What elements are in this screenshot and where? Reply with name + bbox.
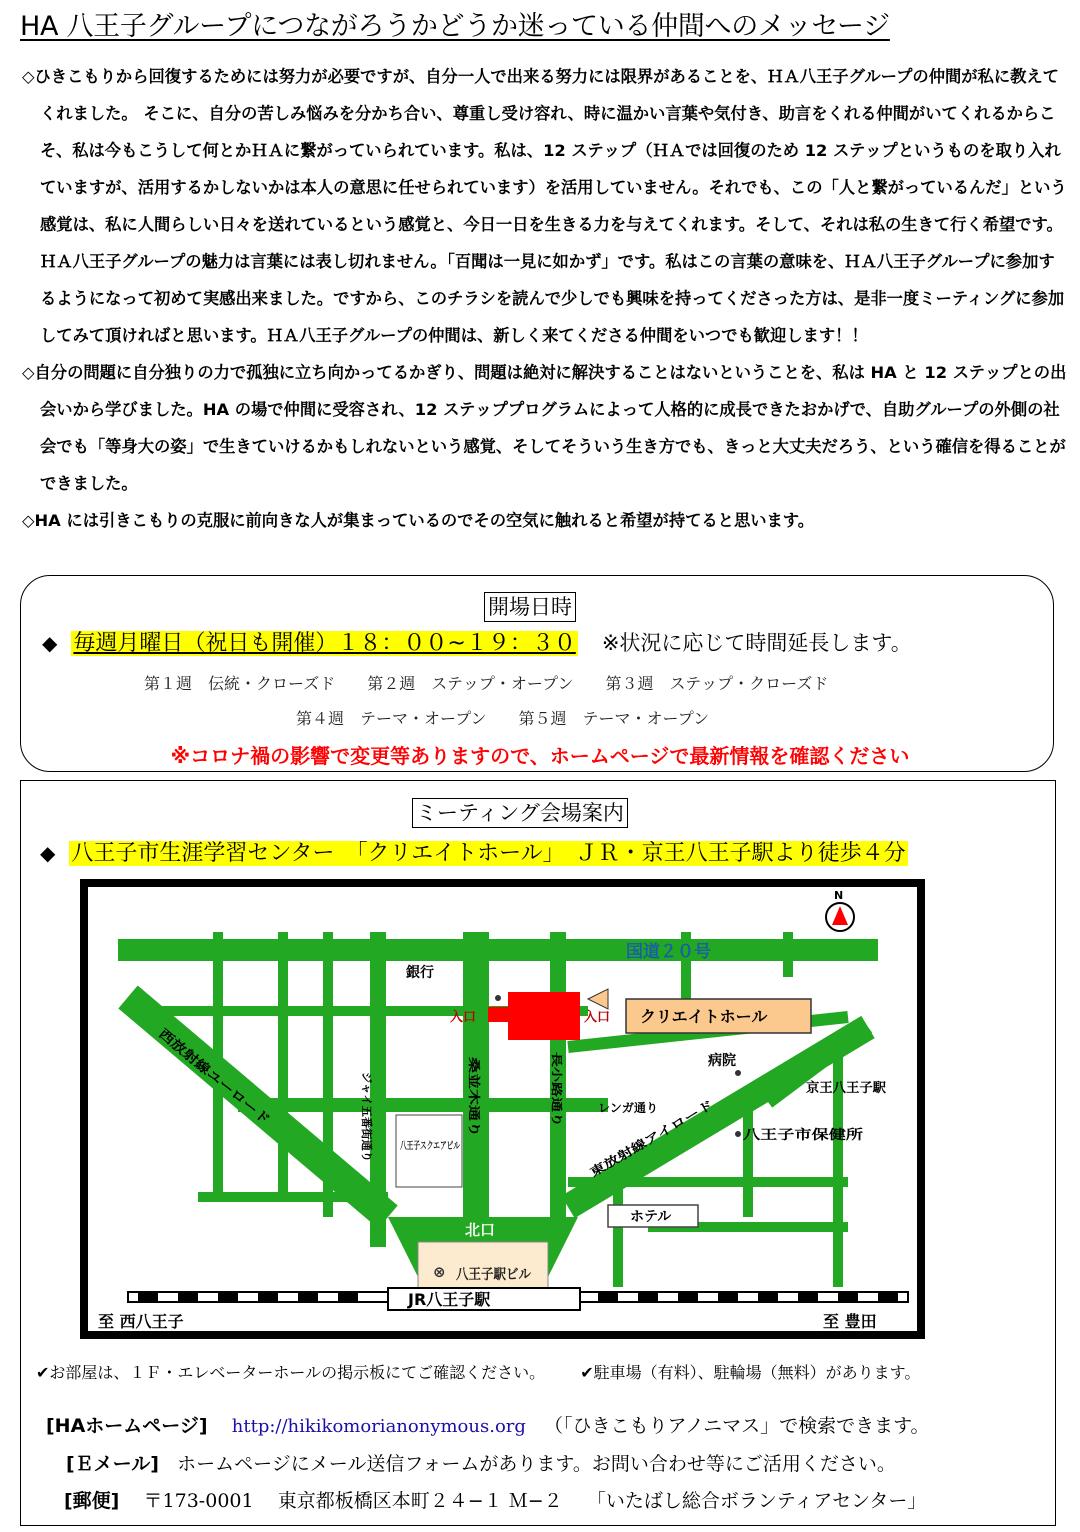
hospital-dot-icon [735, 1070, 741, 1076]
jiyu5-label: ジャイ五番街通り [360, 1072, 373, 1160]
health-center-label: 八王子市保健所 [743, 1128, 835, 1143]
hotel-label: ホテル [630, 1209, 672, 1225]
note-room: お部屋は、１Ｆ・エレベーターホールの掲示板にてご確認ください。 [49, 1363, 546, 1382]
bank-label: 銀行 [406, 965, 434, 981]
page-title: HA 八王子グループにつながろうかどうか迷っている仲間へのメッセージ [20, 11, 890, 42]
higashi-radial-label: 東放射線アイロード [587, 1114, 688, 1180]
contact-homepage [46, 1411, 930, 1438]
schedule-note: ※状況に応じて時間延長します。 [601, 631, 912, 655]
check-icon: ✔ [580, 1363, 594, 1382]
svg-text:⊗: ⊗ [433, 1263, 446, 1281]
access-map [80, 879, 925, 1339]
diamond-bullet-icon: ◆ [42, 631, 58, 655]
contact-email [66, 1449, 896, 1476]
hp-label: [HAホームページ] [46, 1415, 208, 1437]
check-icon: ✔ [36, 1363, 50, 1382]
nishi-radial-label: 西放射線ユーロード [155, 1026, 255, 1114]
post-address: 東京都板橋区本町２４−１ Ｍ−２ [277, 1490, 563, 1512]
venue-address: 八王子市生涯学習センター 「クリエイトホール」 ＪＲ・京王八王子駅より徒歩４分 [71, 841, 906, 866]
intro-paragraph-2: ◇自分の問題に自分独りの力で孤独に立ち向かってるかぎり、問題は絶対に解決することはないということを、私は HA と 12 ステップとの出会いから学びました。HA の場で仲間に受容され、12 ステッププログラムによって人格的に成長できたおかげで、自助グループの外側の社会でも「等身大の姿」で生きていけるかもしれないという感覚、そしてそういう生き方でも、きっと大丈夫だろう、という確信を得ることができました。 [22, 363, 1067, 493]
to-toyoda-label: 至 豊田 [823, 1312, 877, 1331]
venue-line [40, 836, 908, 867]
contact-post [64, 1486, 926, 1513]
weeks-row-1: 第１週 伝統・クローズド 第２週 ステップ・オープン 第３週 ステップ・クローズド [144, 674, 829, 693]
svg-text:N: N [834, 889, 844, 902]
entrance-right-label: 入口 [584, 1010, 611, 1025]
jr-station-label: JR八王子駅 [408, 1290, 491, 1309]
diamond-bullet-icon: ◆ [40, 841, 56, 865]
north-exit-label: 北口 [465, 1221, 496, 1239]
bank-dot-icon [495, 995, 501, 1001]
intro-messages [22, 58, 1067, 539]
post-label: [郵便] [64, 1490, 120, 1512]
to-nishi-label: 至 西八王子 [98, 1312, 184, 1331]
create-hall-building [508, 992, 580, 1040]
hp-note: （「ひきこもりアノニマス」で検索できます。 [544, 1415, 930, 1437]
intro-paragraph-3: ◇HA には引きこもりの克服に前向きな人が集まっているのでその空気に触れると希望が持てると思います。 [22, 511, 815, 530]
email-label: [Ｅメール] [66, 1453, 159, 1475]
health-center-dot-icon [735, 1131, 741, 1137]
hospital-label: 病院 [708, 1053, 736, 1069]
schedule-main-line [42, 626, 912, 657]
cho-label: 長小路通り [550, 1052, 563, 1107]
corona-warning: ※コロナ禍の影響で変更等ありますので、ホームページで最新情報を確認ください [170, 744, 910, 768]
note-parking: 駐車場（有料）、駐輪場（無料）があります。 [593, 1363, 921, 1382]
route20-label: 国道２０号 [626, 942, 711, 962]
station-bldg-label: 八王子駅ビル [456, 1267, 540, 1283]
hp-url-link[interactable]: http://hikikomorianonymous.org [231, 1416, 526, 1437]
intro-paragraph-1: ◇ひきこもりから回復するためには努力が必要ですが、自分一人で出来る努力には限界があることを、ＨＡ八王子グループの仲間が私に教えてくれました。 そこに、自分の苦しみ悩みを分かち合い、尊重し受け容れ、時に温かい言葉や気付き、助言をくれる仲間がいてくれるからこそ、私は今もこうして何とかＨＡに繋がっていられています。私は、12 ステップ（ＨＡでは回復のため 12 ステップというものを取り入れていますが、活用するかしないかは本人の意思に任せられています）を活用していません。それでも、この「人と繋がっているんだ」という感覚は、私に人間らしい日々を送れているという感覚と、今日一日を生きる力を与えてくれます。そして、それは私の生きて行く希望です。ＨＡ八王子グループの魅力は言葉には表し切れません。「百聞は一見に如かず」です。私はこの言葉の意味を、ＨＡ八王子グループに参加するようになって初めて実感出来ました。ですから、このチラシを読んで少しでも興味を持ってくださった方は、是非一度ミーティングに参加してみて頂ければと思います。ＨＡ八王子グループの仲間は、新しく来てくださる仲間をいつでも歓迎します！！ [22, 67, 1067, 345]
square-bldg-label: 八王子スクエアビル [400, 1141, 490, 1152]
venue-heading: ミーティング会場案内 [412, 798, 628, 828]
kuwanamiki-label: 桑並木通り [467, 1057, 481, 1118]
notes-row [36, 1360, 950, 1383]
create-hall-label: クリエイトホール [640, 1007, 768, 1026]
post-org: 「いたばし総合ボランティアセンター」 [586, 1490, 927, 1512]
entrance-left-label: 入口 [450, 1010, 477, 1025]
renga-label: レンガ通り [598, 1101, 658, 1115]
schedule-time: 毎週月曜日（祝日も開催）１８：００~１９：３０ [73, 631, 576, 656]
weeks-row-2: 第４週 テーマ・オープン 第５週 テーマ・オープン [296, 709, 710, 728]
keio-station-label: 京王八王子駅 [806, 1081, 885, 1096]
post-zip: 〒173-0001 [143, 1490, 254, 1512]
email-text: ホームページにメール送信フォームがあります。お問い合わせ等にご活用ください。 [177, 1453, 896, 1475]
schedule-heading: 開場日時 [484, 592, 576, 622]
